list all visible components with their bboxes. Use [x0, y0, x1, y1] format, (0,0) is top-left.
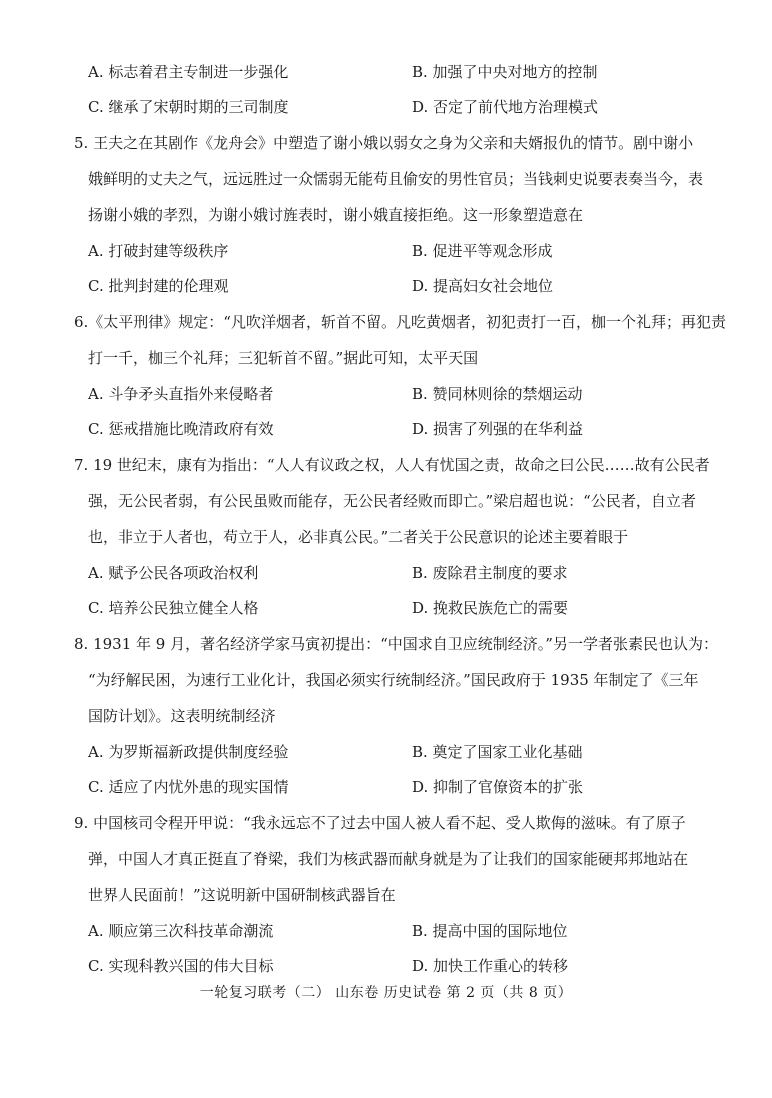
q9-option-b: B. 提高中国的国际地位 — [412, 922, 568, 940]
q5-stem-line: 娥鲜明的丈夫之气，远远胜过一众懦弱无能苟且偷安的男性官员；当钱刺史说要表奏当今，表 — [88, 170, 704, 188]
q9-stem-line: 9. 中国核司令程开甲说：“我永远忘不了过去中国人被人看不起、受人欺侮的滋味。有了原子 — [74, 814, 686, 832]
q6-option-c: C. 惩戒措施比晚清政府有效 — [88, 420, 274, 438]
q8-option-a: A. 为罗斯福新政提供制度经验 — [88, 743, 289, 761]
q8-stem-line: 8. 1931 年 9 月，著名经济学家马寅初提出：“中国求自卫应统制经济。”另一学者张素民也认为： — [74, 635, 718, 653]
q9-options-row-2 — [88, 948, 728, 984]
q8-option-b: B. 奠定了国家工业化基础 — [412, 743, 583, 761]
q9-options-row-1 — [88, 913, 728, 949]
q6-option-d: D. 损害了列强的在华利益 — [412, 420, 584, 438]
q6-stem-line: 打一千，枷三个礼拜；三犯斩首不留。”据此可知，太平天国 — [88, 349, 479, 367]
q6-options-row-2 — [88, 411, 728, 447]
q4-option-a: A. 标志着君主专制进一步强化 — [88, 63, 289, 81]
q4-options-row-1 — [88, 54, 728, 90]
q5-options-row-2 — [88, 268, 728, 304]
page-footer: 一轮复习联考（二） 山东卷 历史试卷 第 2 页（共 8 页） — [199, 985, 573, 1001]
q6-options-row-1 — [88, 376, 728, 412]
q6-option-a: A. 斗争矛头直指外来侵略者 — [88, 385, 274, 403]
q5-option-a: A. 打破封建等级秩序 — [88, 242, 229, 260]
q8-stem — [74, 626, 718, 734]
q8-options-row-2 — [88, 769, 728, 805]
q9-stem-line: 世界人民面前！”这说明新中国研制核武器旨在 — [88, 886, 396, 904]
q7-stem-line: 强，无公民者弱，有公民虽败而能存，无公民者经败而即亡。”梁启超也说：“公民者，自立者 — [88, 492, 696, 510]
q7-option-b: B. 废除君主制度的要求 — [412, 564, 568, 582]
q7-options-row-1 — [88, 555, 728, 591]
q5-stem-line: 扬谢小娥的孝烈，为谢小娥讨旌表时，谢小娥直接拒绝。这一形象塑造意在 — [88, 206, 584, 224]
q5-stem-line: 5. 王夫之在其剧作《龙舟会》中塑造了谢小娥以弱女之身为父亲和夫婿报仇的情节。剧中谢小 — [74, 134, 694, 152]
q6-option-b: B. 赞同林则徐的禁烟运动 — [412, 385, 583, 403]
q5-options-row-1 — [88, 233, 728, 269]
q6-stem-line: 6.《太平刑律》规定：“凡吹洋烟者，斩首不留。凡吃黄烟者，初犯责打一百，枷一个礼拜；再犯责 — [74, 313, 726, 331]
q4-option-d: D. 否定了前代地方治理模式 — [412, 98, 599, 116]
q8-options-row-1 — [88, 734, 728, 770]
q8-option-d: D. 抑制了官僚资本的扩张 — [412, 778, 584, 796]
q8-stem-line: “为纾解民困，为速行工业化计，我国必须实行统制经济。”国民政府于 1935 年制定了《三年 — [88, 671, 699, 689]
q5-stem — [74, 125, 706, 233]
q9-stem — [74, 805, 706, 913]
q5-option-b: B. 促进平等观念形成 — [412, 242, 553, 260]
q9-option-d: D. 加快工作重心的转移 — [412, 957, 569, 975]
q7-option-a: A. 赋予公民各项政治权利 — [88, 564, 259, 582]
q9-option-a: A. 顺应第三次科技革命潮流 — [88, 922, 274, 940]
q6-stem — [74, 304, 726, 376]
q7-option-d: D. 挽救民族危亡的需要 — [412, 599, 569, 617]
q5-option-d: D. 提高妇女社会地位 — [412, 277, 554, 295]
q4-option-b: B. 加强了中央对地方的控制 — [412, 63, 598, 81]
q7-stem-line: 也，非立于人者也，苟立于人，必非真公民。”二者关于公民意识的论述主要着眼于 — [88, 528, 629, 546]
q4-option-c: C. 继承了宋朝时期的三司制度 — [88, 98, 289, 116]
q4-options-row-2 — [88, 89, 728, 125]
q8-option-c: C. 适应了内忧外患的现实国情 — [88, 778, 289, 796]
q5-option-c: C. 批判封建的伦理观 — [88, 277, 229, 295]
q8-stem-line: 国防计划》。这表明统制经济 — [88, 707, 276, 725]
q7-option-c: C. 培养公民独立健全人格 — [88, 599, 259, 617]
q9-stem-line: 弹，中国人才真正挺直了脊梁，我们为核武器而献身就是为了让我们的国家能硬邦邦地站在 — [88, 850, 689, 868]
q7-stem-line: 7. 19 世纪末，康有为指出：“人人有议政之权，人人有忧国之责，故命之曰公民……故有公民者 — [74, 456, 710, 474]
q9-option-c: C. 实现科教兴国的伟大目标 — [88, 957, 274, 975]
q7-options-row-2 — [88, 590, 728, 626]
q7-stem — [74, 447, 710, 555]
